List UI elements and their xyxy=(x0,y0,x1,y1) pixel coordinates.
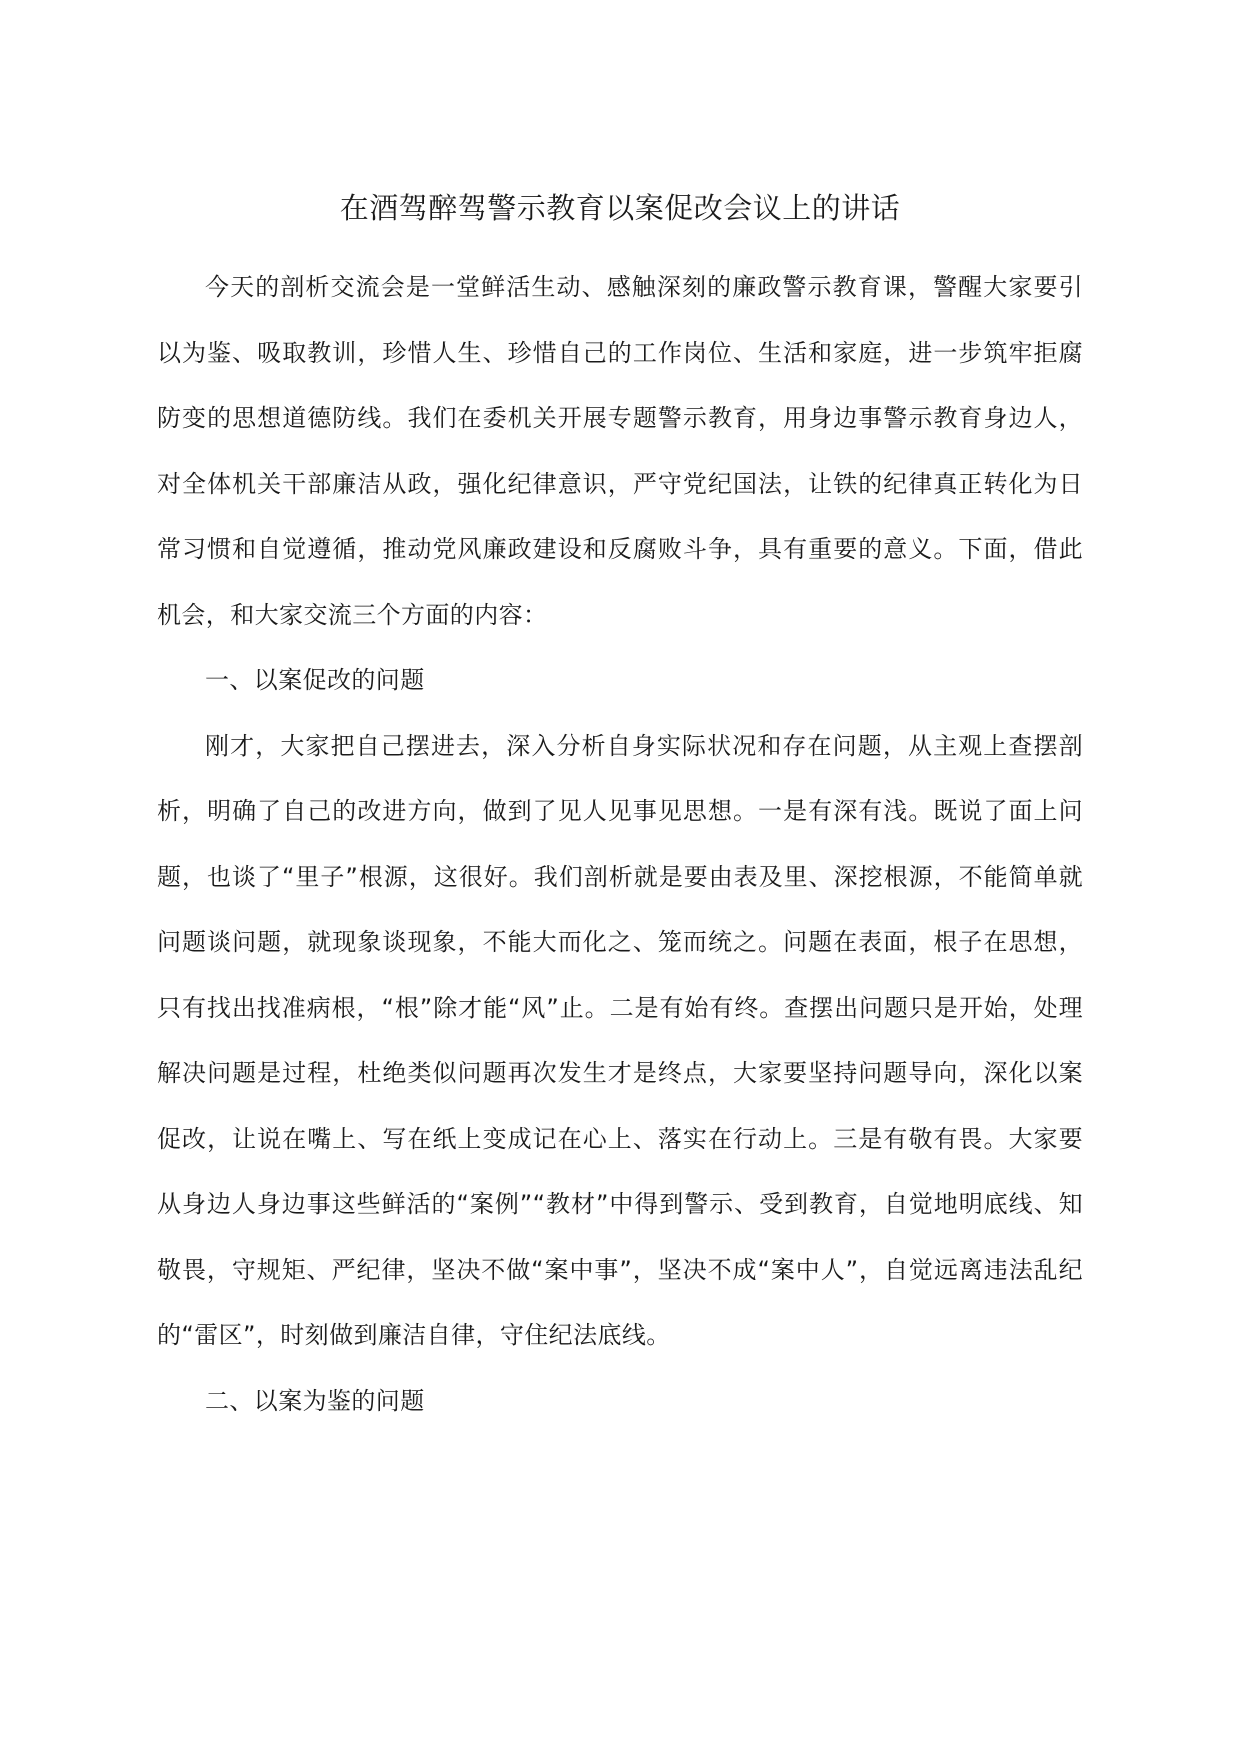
section-1-paragraph: 刚才，大家把自己摆进去，深入分析自身实际状况和存在问题，从主观上查摆剖析，明确了自己的改进方向，做到了见人见事见思想。一是有深有浅。既说了面上问题，也谈了“里子”根源，这很好。我们剖析就是要由表及里、深挖根源，不能简单就问题谈问题，就现象谈现象，不能大而化之、笼而统之。问题在表面，根子在思想，只有找出找准病根，“根”除才能“风”止。二是有始有终。查摆出问题只是开始，处理解决问题是过程，杜绝类似问题再次发生才是终点，大家要坚持问题导向，深化以案促改，让说在嘴上、写在纸上变成记在心上、落实在行动上。三是有敬有畏。大家要从身边人身边事这些鲜活的“案例”“教材”中得到警示、受到教育，自觉地明底线、知敬畏，守规矩、严纪律，坚决不做“案中事”，坚决不成“案中人”，自觉远离违法乱纪的“雷区”，时刻做到廉洁自律，守住纪法底线。 xyxy=(157,731,1083,1349)
section-heading-1: 一、以案促改的问题 xyxy=(205,666,425,694)
document-title: 在酒驾醉驾警示教育以案促改会议上的讲话 xyxy=(339,191,901,225)
section-heading-2: 二、以案为鉴的问题 xyxy=(205,1386,425,1415)
document-body xyxy=(157,255,1083,1434)
intro-paragraph: 今天的剖析交流会是一堂鲜活生动、感触深刻的廉政警示教育课，警醒大家要引以为鉴、吸取教训，珍惜人生、珍惜自己的工作岗位、生活和家庭，进一步筑牢拒腐防变的思想道德防线。我们在委机关开展专题警示教育，用身边事警示教育身边人，对全体机关干部廉洁从政，强化纪律意识，严守党纪国法，让铁的纪律真正转化为日常习惯和自觉遵循，推动党风廉政建设和反腐败斗争，具有重要的意义。下面，借此机会，和大家交流三个方面的内容： xyxy=(157,273,1083,629)
